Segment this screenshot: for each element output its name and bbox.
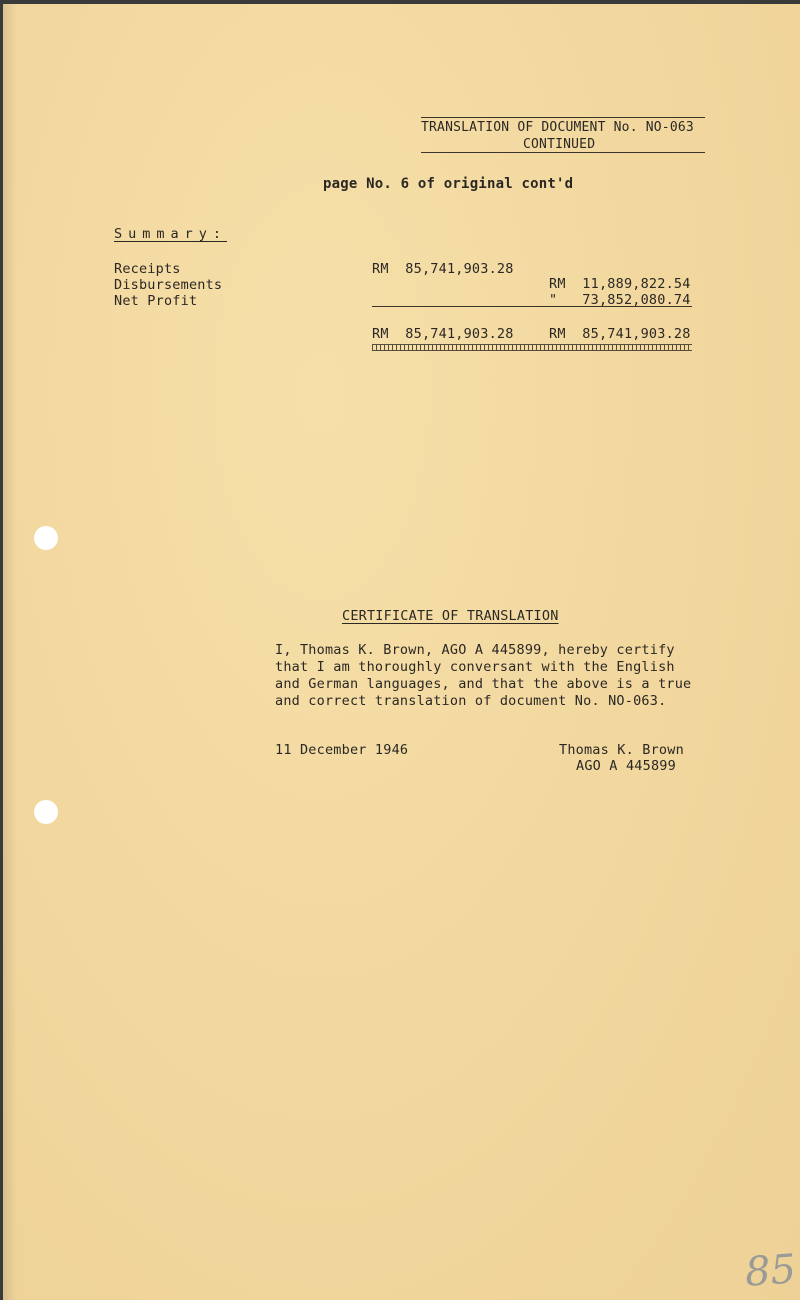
summary-label-net-profit: Net Profit	[114, 293, 198, 309]
certificate-title: CERTIFICATE OF TRANSLATION	[342, 608, 559, 624]
certificate-line-1: I, Thomas K. Brown, AGO A 445899, hereby certify	[275, 642, 675, 658]
document-page	[3, 4, 800, 1300]
summary-label-disbursements: Disbursements	[114, 277, 223, 293]
header-top-rule	[421, 117, 705, 118]
summary-label-receipts: Receipts	[114, 261, 181, 277]
summary-total-col2: RM 85,741,903.28	[549, 326, 691, 342]
punch-hole-bottom	[34, 800, 58, 824]
summary-net-profit-amount: " 73,852,080.74	[549, 292, 691, 308]
summary-receipts-amount: RM 85,741,903.28	[372, 261, 514, 277]
page-reference: page No. 6 of original cont'd	[323, 176, 574, 192]
signer-id: AGO A 445899	[576, 758, 676, 774]
certificate-date: 11 December 1946	[275, 742, 409, 758]
handwritten-page-number: 85	[743, 1246, 798, 1296]
punch-hole-top	[34, 526, 58, 550]
certificate-line-3: and German languages, and that the above is a true	[275, 676, 692, 692]
summary-heading: Summary:	[114, 226, 228, 242]
summary-subtotal-rule	[372, 306, 692, 307]
document-title: TRANSLATION OF DOCUMENT No. NO-063	[421, 120, 694, 135]
certificate-line-4: and correct translation of document No. NO-063.	[275, 693, 667, 709]
summary-total-col1: RM 85,741,903.28	[372, 326, 514, 342]
continued-label: CONTINUED	[523, 137, 596, 152]
header-bottom-rule	[421, 152, 705, 153]
summary-disbursements-amount: RM 11,889,822.54	[549, 276, 691, 292]
summary-double-underline	[372, 344, 692, 351]
certificate-line-2: that I am thoroughly conversant with the English	[275, 659, 675, 675]
signer-name: Thomas K. Brown	[559, 742, 684, 758]
